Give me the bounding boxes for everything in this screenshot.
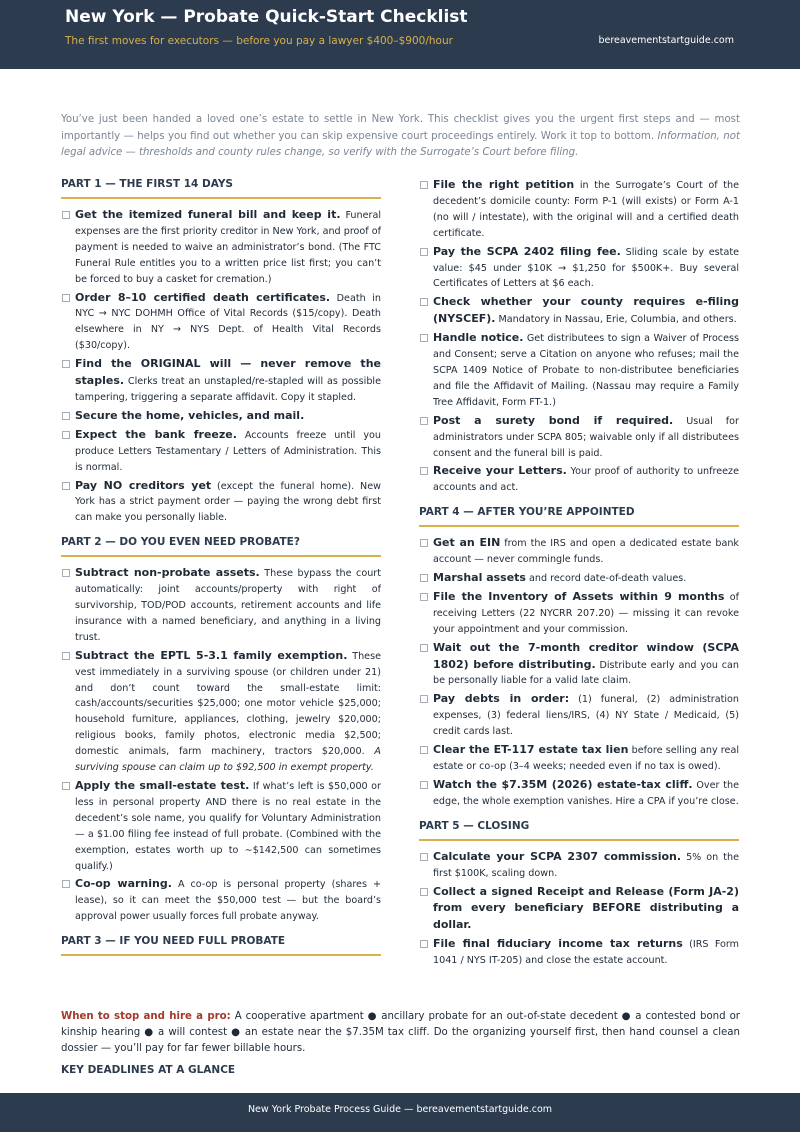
item-text: Clerks treat an unstapled/re-stapled will as possible tampering, triggering a separate affidavit. Copy it stapled.: [75, 376, 381, 403]
item-lead: Order 8–10 certified death certificates.: [75, 290, 331, 304]
checkbox-icon[interactable]: [420, 644, 428, 652]
site-link[interactable]: bereavementstartguide.com: [598, 35, 734, 46]
checklist-item[interactable]: [419, 330, 739, 411]
item-lead: Subtract non-probate assets.: [75, 566, 260, 580]
item-text: (except the funeral home). New York has a strict payment order — paying the wrong debt first can make you personally liable.: [75, 480, 381, 524]
part-5: [419, 820, 739, 969]
item-text: Distribute early and you can be personally liable for a valid late claim.: [433, 659, 739, 687]
checkbox-icon[interactable]: [62, 294, 70, 302]
item-text: from the IRS and open a dedicated estate bank account — never commingle funds.: [433, 538, 739, 566]
item-text: Mandatory in Nassau, Erie, Columbia, and others.: [498, 314, 737, 326]
item-text: 5% on the first $100K, scaling down.: [433, 851, 739, 879]
hire-a-pro-label: When to stop and hire a pro:: [61, 1011, 231, 1022]
part-1: [61, 178, 381, 526]
item-lead: Receive your Letters.: [433, 464, 567, 478]
item-text: of receiving Letters (22 NYCRR 207.20) — missing it can revoke your appointment and your commission.: [433, 591, 739, 635]
checklist-item[interactable]: [61, 478, 381, 527]
item-text: Your proof of authority to unfreeze accounts and act.: [433, 466, 739, 494]
item-lead: File the right petition: [433, 178, 575, 191]
checkbox-icon[interactable]: [420, 574, 428, 582]
page-subtitle: The first moves for executors — before you pay a lawyer $400–$900/hour: [65, 35, 453, 47]
checkbox-icon[interactable]: [420, 781, 428, 789]
item-text: Get distributees to sign a Waiver of Process and Consent; serve a Citation on anyone who refuses; mail the SCPA 1409 Notice of Probate to non-distributee beneficiaries and file the Affidavit of Mailing. (Nassau may require a Family Tree Affidavit, Form FT-1.): [433, 333, 739, 408]
checkbox-icon[interactable]: [62, 880, 70, 888]
item-lead: Clear the ET-117 estate tax lien: [433, 743, 629, 757]
checkbox-icon[interactable]: [420, 853, 428, 861]
item-lead: Calculate your SCPA 2307 commission.: [433, 849, 682, 863]
part-2: [61, 536, 381, 925]
item-text: If what’s left is $50,000 or less in personal property AND there is no real estate in the decedent’s sole name, you qualify for Voluntary Administration — a $1.00 filing fee instead of full probate. (Combined with the exemption, estates worth up to ∼$142,500 can sometimes qualify.): [75, 781, 381, 872]
part-4: [419, 506, 739, 810]
checklist-item[interactable]: [61, 648, 381, 776]
item-lead: Pay NO creditors yet: [75, 478, 212, 492]
item-text: Sliding scale by estate value: $45 under $10K → $1,250 for $500K+. Buy several Certificates of Letters at $6 each.: [433, 246, 739, 290]
checkbox-icon[interactable]: [420, 593, 428, 601]
item-lead: Handle notice.: [433, 331, 524, 345]
hire-a-pro-text: A cooperative apartment ● ancillary probate for an out-of-state decedent ● a contested bond or kinship hearing ● a will contest ● an estate near the $7.35M tax cliff. Do the organizing yourself first, then hand counsel a clean dossier — you’ll pay for far fewer billable hours.: [61, 1011, 740, 1054]
item-lead: Watch the $7.35M (2026) estate-tax cliff.: [433, 777, 693, 791]
checkbox-icon[interactable]: [62, 211, 70, 219]
checkbox-icon[interactable]: [420, 695, 428, 703]
checklist-item[interactable]: [61, 778, 381, 874]
item-lead: Marshal assets: [433, 571, 526, 585]
section-heading: PART 3 — IF YOU NEED FULL PROBATE: [61, 935, 381, 956]
item-lead: Co-op warning.: [75, 877, 172, 891]
footer-text: New York Probate Process Guide — bereavementstartguide.com: [247, 1104, 553, 1115]
item-text: (IRS Form 1041 / NYS IT-205) and close the estate account.: [433, 939, 739, 967]
item-lead: Post a surety bond if required.: [433, 413, 674, 427]
left-column: [61, 178, 381, 964]
checklist-item[interactable]: [61, 427, 381, 476]
item-lead: Find the ORIGINAL will — never remove the staples.: [75, 357, 381, 388]
intro-paragraph: [61, 112, 740, 162]
checklist-item[interactable]: [61, 290, 381, 355]
checklist-item[interactable]: [419, 691, 739, 740]
item-text: before selling any real estate or co-op (3–4 weeks; needed even if no tax is owed).: [433, 745, 739, 772]
item-lead: Wait out the 7-month creditor window (SCPA 1802) before distributing.: [433, 640, 739, 671]
checklist-item[interactable]: [419, 294, 739, 328]
checkbox-icon[interactable]: [62, 652, 70, 660]
item-text: in the Surrogate’s Court of the decedent’s domicile county: Form P-1 (will exists) or Form A-1 (no will / intestate), with the original will and a certified death certificate.: [433, 180, 739, 239]
item-lead: Pay debts in order:: [433, 692, 570, 706]
right-column: [419, 177, 739, 971]
checkbox-icon[interactable]: [420, 181, 428, 189]
checklist-item[interactable]: [419, 589, 739, 638]
checkbox-icon[interactable]: [62, 569, 70, 577]
checklist-item[interactable]: [419, 936, 739, 969]
checklist-item[interactable]: [419, 244, 739, 293]
checklist-item[interactable]: [61, 207, 381, 288]
item-lead: Subtract the EPTL 5-3.1 family exemption.: [75, 648, 348, 662]
checkbox-icon[interactable]: [420, 334, 428, 342]
checklist-item[interactable]: [419, 463, 739, 496]
checklist-item[interactable]: [419, 535, 739, 568]
section-heading: PART 2 — DO YOU EVEN NEED PROBATE?: [61, 536, 381, 557]
item-text: Death in NYC → NYC DOHMH Office of Vital Records ($15/copy). Death elsewhere in NY → NYS Dept. of Health Vital Records ($30/copy).: [75, 292, 381, 352]
checkbox-icon[interactable]: [420, 298, 428, 306]
checkbox-icon[interactable]: [62, 360, 70, 368]
checklist-item[interactable]: [419, 413, 739, 462]
checklist-item[interactable]: [419, 177, 739, 242]
hire-a-pro-note: [61, 1009, 740, 1057]
page-header: [0, 0, 800, 69]
page-title: New York — Probate Quick-Start Checklist: [65, 7, 468, 27]
checkbox-icon[interactable]: [62, 782, 70, 790]
item-text: A co-op is personal property (shares + lease), so it can meet the $50,000 test — but the board’s approval power usually forces full probate anyway.: [75, 879, 381, 923]
item-lead: Check whether your county requires e-filing (NYSCEF).: [433, 295, 739, 326]
item-text: Accounts freeze until you produce Letters Testamentary / Letters of Administration. This is normal.: [75, 429, 381, 473]
item-lead: Secure the home, vehicles, and mail.: [75, 408, 305, 422]
checklist-item[interactable]: [419, 640, 739, 690]
section-heading: PART 1 — THE FIRST 14 DAYS: [61, 178, 381, 199]
checkbox-icon[interactable]: [62, 482, 70, 490]
checklist-item[interactable]: [419, 742, 739, 775]
item-text: (1) funeral, (2) administration expenses, (3) federal liens/IRS, (4) NY State / Medicaid, (5) credit cards last.: [433, 694, 739, 738]
item-text: These bypass the court automatically: joint accounts/property with right of survivorship, TOD/POD accounts, retirement accounts and life insurance with a named beneficiary, and anything in a living trust.: [75, 568, 381, 643]
item-lead: File the Inventory of Assets within 9 months: [433, 589, 725, 603]
checkbox-icon[interactable]: [420, 888, 428, 896]
item-lead: Apply the small-estate test.: [75, 779, 250, 792]
key-deadlines-heading: KEY DEADLINES AT A GLANCE: [61, 1064, 236, 1076]
checklist-item[interactable]: [61, 876, 381, 925]
item-text: These vest immediately in a surviving spouse (or children under 21) and don’t count toward the small-estate limit: cash/accounts/securities $25,000; one motor vehicle $25,000; household furniture, appliances, clothing, jewelry $20,000; religious books, family photos, electronic media $2,500; domestic animals, farm machinery, tractors $20,000.: [75, 650, 381, 758]
item-text: Funeral expenses are the first priority creditor in New York, and proof of payment is needed to waive an administrator’s bond. (The FTC Funeral Rule entitles you to a written price list first; you can’t be forced to buy a casket for cremation.): [75, 210, 381, 285]
section-heading: PART 5 — CLOSING: [419, 820, 739, 841]
checklist-item[interactable]: [61, 565, 381, 646]
checklist-item[interactable]: [419, 777, 739, 810]
checklist-item[interactable]: [419, 884, 739, 935]
item-lead: Expect the bank freeze.: [75, 427, 237, 441]
item-lead: Get an EIN: [433, 536, 501, 550]
checkbox-icon[interactable]: [420, 539, 428, 547]
checklist-item[interactable]: [61, 356, 381, 406]
item-text: Over the edge, the whole exemption vanishes. Hire a CPA if you’re close.: [433, 779, 739, 807]
page-footer: [0, 1093, 800, 1132]
checkbox-icon[interactable]: [420, 417, 428, 425]
checklist-item[interactable]: [419, 849, 739, 882]
checkbox-icon[interactable]: [420, 467, 428, 475]
item-text: Usual for administrators under SCPA 805; waivable only if all distributees consent and the funeral bill is paid.: [433, 415, 739, 459]
checkbox-icon[interactable]: [62, 431, 70, 439]
item-lead: File final fiduciary income tax returns: [433, 937, 683, 951]
item-lead: Collect a signed Receipt and Release (Form JA-2) from every beneficiary BEFORE distributing a dollar.: [433, 884, 739, 932]
checkbox-icon[interactable]: [420, 940, 428, 948]
item-lead: Get the itemized funeral bill and keep it.: [75, 208, 341, 221]
part-3-items: [419, 177, 739, 496]
section-heading: PART 4 — AFTER YOU’RE APPOINTED: [419, 506, 739, 527]
checkbox-icon[interactable]: [420, 248, 428, 256]
item-text: and record date-of-death values.: [529, 573, 687, 585]
checklist-item[interactable]: [61, 408, 381, 425]
part-3-heading-block: [61, 935, 381, 956]
checkbox-icon[interactable]: [62, 412, 70, 420]
intro-text: You’ve just been handed a loved one’s estate to settle in New York. This checklist gives you the urgent first steps and — most importantly — helps you find out whether you can skip expensive court proceedings entirely. Work it top to bottom.: [61, 114, 740, 142]
checkbox-icon[interactable]: [420, 746, 428, 754]
item-lead: Pay the SCPA 2402 filing fee.: [433, 244, 621, 258]
item-note: A surviving spouse can claim up to $92,500 in exempt property.: [75, 746, 381, 774]
checklist-item[interactable]: [419, 570, 739, 587]
intro-disclaimer: Information, not legal advice — thresholds and county rules change, so verify with the Surrogate’s Court before filing.: [61, 130, 740, 158]
